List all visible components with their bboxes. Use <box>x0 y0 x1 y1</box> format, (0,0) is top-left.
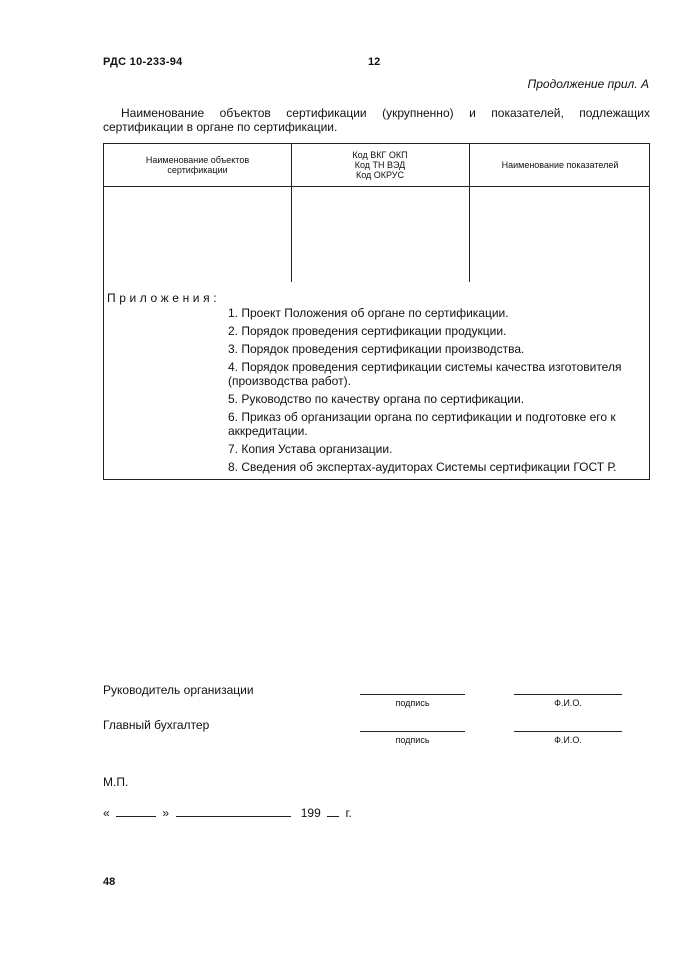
head-signature-caption: подпись <box>395 698 430 708</box>
header-code-tnved: Код ТН ВЭД <box>354 160 406 170</box>
header-cell-codes <box>291 144 469 186</box>
date-row <box>103 806 352 820</box>
head-signature-line[interactable] <box>360 694 465 695</box>
header-code-okp: Код ВКГ ОКП <box>352 150 408 160</box>
stamp-placeholder: М.П. <box>103 775 129 789</box>
appendix-item: 1. Проект Положения об органе по сертификации. <box>228 306 509 320</box>
appendix-item: 4. Порядок проведения сертификации системы качества изготовителя (производства работ). <box>228 360 622 388</box>
year-prefix: 199 <box>300 806 321 820</box>
accountant-label: Главный бухгалтер <box>103 718 210 732</box>
accountant-name-line[interactable] <box>514 731 622 732</box>
accountant-signature-line[interactable] <box>360 731 465 732</box>
date-open-quote: « <box>103 806 110 820</box>
day-blank[interactable] <box>116 816 156 817</box>
column-divider-2 <box>469 144 470 282</box>
header-indicators-text: Наименование показателей <box>501 160 619 170</box>
table-header <box>104 144 649 187</box>
header-cell-objects <box>104 144 291 186</box>
continuation-label: Продолжение прил. А <box>527 77 649 91</box>
appendix-item: 7. Копия Устава организации. <box>228 442 393 456</box>
appendix-item: 6. Приказ об организации органа по сертификации и подготовке его к аккредитации. <box>228 410 616 438</box>
year-blank[interactable] <box>327 816 339 817</box>
head-name-line[interactable] <box>514 694 622 695</box>
header-objects-text: Наименование объектов сертификации <box>145 155 250 175</box>
accountant-name-caption: Ф.И.О. <box>554 735 582 745</box>
head-name-caption: Ф.И.О. <box>554 698 582 708</box>
column-divider-1 <box>291 144 292 282</box>
appendix-item: 8. Сведения об экспертах-аудиторах Системы сертификации ГОСТ Р. <box>228 460 617 474</box>
appendix-item: 3. Порядок проведения сертификации производства. <box>228 342 525 356</box>
date-close-quote: » <box>162 806 170 820</box>
document-code: РДС 10-233-94 <box>103 56 183 68</box>
sheet-number: 48 <box>103 876 116 888</box>
head-label: Руководитель организации <box>103 683 254 697</box>
page-number: 12 <box>368 56 381 68</box>
intro-paragraph: Наименование объектов сертификации (укрупненно) и показателей, подлежащих сертификации в органе по сертификации. <box>103 106 650 134</box>
certification-table-frame <box>103 143 650 480</box>
accountant-signature-caption: подпись <box>395 735 430 745</box>
header-cell-indicators <box>469 144 651 186</box>
header-code-okrus: Код ОКРУС <box>355 170 405 180</box>
appendix-item: 5. Руководство по качеству органа по сертификации. <box>228 392 525 406</box>
year-suffix: г. <box>345 806 352 820</box>
appendices-title: Приложения: <box>107 291 221 305</box>
month-blank[interactable] <box>176 816 291 817</box>
appendix-item: 2. Порядок проведения сертификации продукции. <box>228 324 507 338</box>
appendices-list <box>228 306 648 478</box>
